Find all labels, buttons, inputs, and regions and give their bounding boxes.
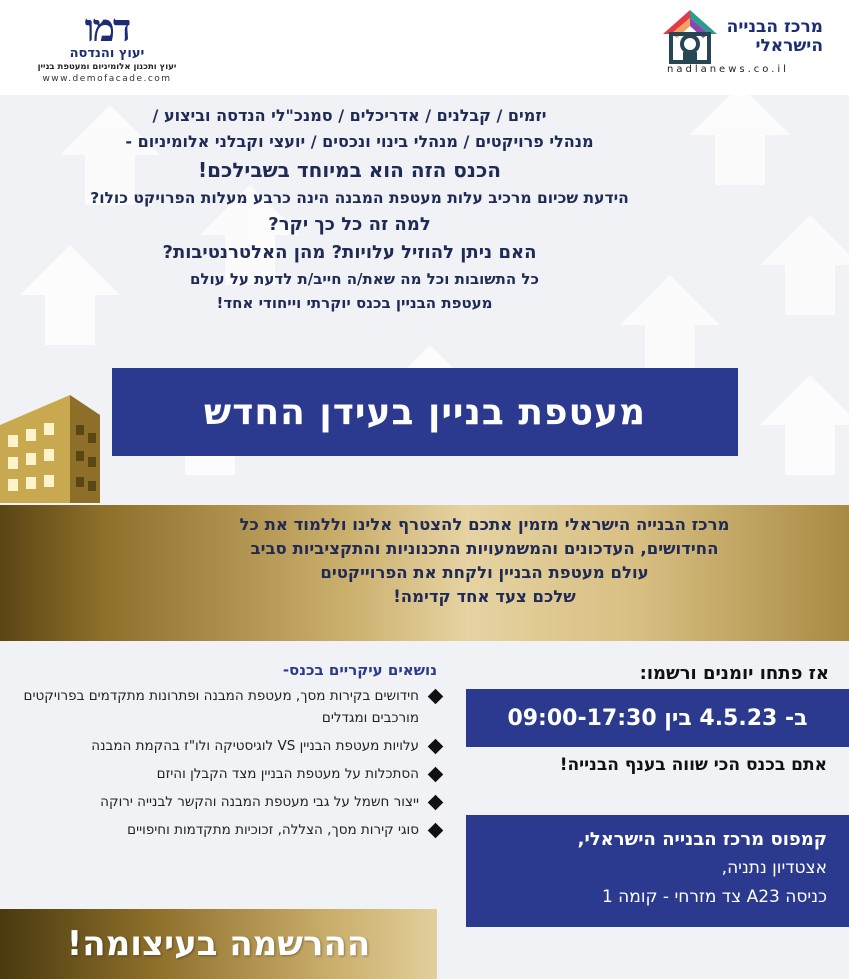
demo-logo-subtitle: יעוץ והנדסה [69,46,145,61]
diamond-bullet-icon [428,795,444,811]
demo-logo [14,5,200,90]
list-item: חידושים בקירות מסך, מעטפת המבנה ופתרונות מתקדמים בפרויקטים מורכבים ומגדלים [8,685,443,729]
org-url: nadlanews.co.il [667,64,789,75]
intro-text [0,103,849,315]
list-item: הסתכלות על מעטפת הבניין מצד הקבלן והיזם [8,763,443,785]
invitation-line-4: שלכם צעד אחד קדימה! [393,587,576,606]
header [0,0,849,95]
diamond-bullet-icon [428,689,444,705]
invitation-line-1: מרכז הבנייה הישראלי מזמין אתכם להצטרף אלינו וללמוד את כל [239,515,730,534]
topics-list [8,661,443,847]
venue-line-3: כניסה A23 צד מזרחי - קומה 1 [601,887,827,907]
demo-logo-url: www.demofacade.com [42,74,172,84]
event-details [449,641,849,979]
registration-cta-banner[interactable] [0,909,437,979]
invitation-band [0,505,849,641]
intro-section [0,95,849,505]
invitation-text [0,513,849,609]
demo-logo-tagline: יעוץ ותכנון אלומיניום ומעטפת בניין [37,62,177,72]
topics-title: נושאים עיקריים בכנס- [282,661,437,679]
best-conference-text: אתם בכנס הכי שווה בענף הבנייה! [559,755,827,775]
venue-line-2: אצטדיון נתניה, [721,858,827,878]
list-item: עלויות מעטפת הבניין VS לוגיסטיקה ולו"ז בהקמת המבנה [8,735,443,757]
registration-cta[interactable]: ההרשמה בעיצומה! [66,924,371,964]
venue-banner [466,815,849,927]
invitation-line-3: עולם מעטפת הבניין ולקחת את הפרוייקטים [320,563,649,582]
org-name: מרכז הבנייה הישראלי [726,17,823,56]
demo-logo-mark: דמו [84,5,130,50]
diamond-bullet-icon [428,767,444,783]
question-line-1: הידעת שכיום מרכיב עלות מעטפת המבנה הינה כרבע מעלות הפרויקט כולו? [90,189,629,207]
question-line-2: למה זה כל כך יקר? [268,214,431,235]
diamond-bullet-icon [428,823,444,839]
audience-line-1: יזמים / קבלנים / אדריכלים / סמנכ"לי הנדסה וביצוע / [152,106,547,125]
israeli-building-center-logo [659,6,829,86]
question-line-3: האם ניתן להוזיל עלויות? מהן האלטרנטיבות? [162,242,537,263]
audience-line-2: מנהלי פרויקטים / מנהלי בינוי ונכסים / יועצי וקבלני אלומיניום - [125,132,594,151]
venue-line-1: קמפוס מרכז הבנייה הישראלי, [577,829,827,850]
building-icon [0,395,100,503]
list-item: ייצור חשמל על גבי מעטפת המבנה והקשר לבנייה ירוקה [8,791,443,813]
diamond-bullet-icon [428,739,444,755]
main-title: מעטפת בניין בעידן החדש [203,391,647,433]
main-title-banner [112,368,738,456]
date-banner [466,689,849,747]
open-diary-text: אז פתחו יומנים ורשמו: [639,663,829,684]
answer-line-2: מעטפת הבניין בכנס יוקרתי וייחודי אחד! [216,294,493,312]
list-item: סוגי קירות מסך, הצללה, זכוכיות מתקדמות וחיפויים [8,819,443,841]
invitation-line-2: החידושים, העדכונים והמשמעויות התכנוניות והתקציביות סביב [250,539,719,558]
highlight-line: הכנס הזה הוא במיוחד בשבילכם! [197,158,502,182]
event-date: ב- 4.5.23 בין 09:00-17:30 [507,705,808,731]
house-icon [661,8,719,64]
answer-line-1: כל התשובות וכל מה שאת/ה חייב/ת לדעת על עולם [189,270,540,288]
details-section [0,641,849,979]
